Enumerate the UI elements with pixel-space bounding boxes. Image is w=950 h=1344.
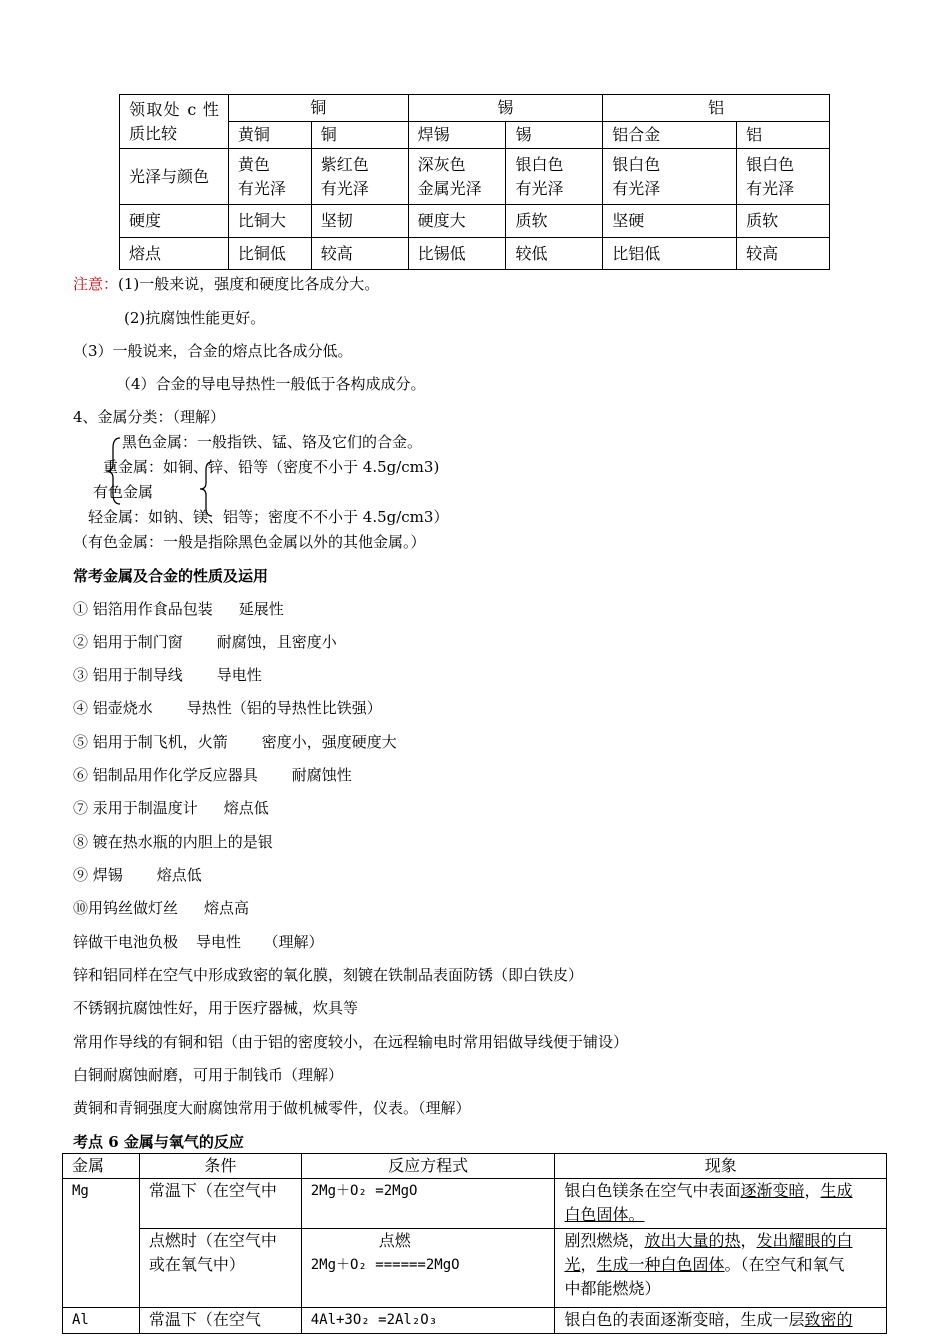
table-row <box>120 205 830 238</box>
table-row <box>120 238 830 270</box>
sub-header: 铜 <box>311 122 408 149</box>
applications-heading: 常考金属及合金的性质及运用 <box>73 567 269 585</box>
application-line: 黄铜和青铜强度大耐腐蚀常用于做机械零件，仪表。（理解） <box>73 1099 471 1117</box>
condition-cell: 常温下（在空气 <box>139 1308 301 1334</box>
table-cell: 比锡低 <box>408 238 506 270</box>
sub-header: 黄铜 <box>228 122 311 149</box>
table-row <box>63 1179 887 1229</box>
heavy-metal-line: 重金属：如铜、锌、铅等（密度不小于 4.5g/cm3) <box>103 458 440 476</box>
application-item: ④ 铝壶烧水 导热性（铝的导热性比铁强） <box>73 699 382 717</box>
application-line: 白铜耐腐蚀耐磨，可用于制钱币（理解） <box>73 1066 344 1084</box>
table-row <box>120 149 830 205</box>
row-label: 熔点 <box>120 238 229 270</box>
table-cell: 硬度大 <box>408 205 506 238</box>
application-line: 常用作导线的有铜和铝（由于铝的密度较小，在远程输电时常用铝做导线便于铺设） <box>73 1033 629 1051</box>
equation-cell: 2Mg＋O₂ =2MgO <box>301 1179 555 1229</box>
black-metal-line: 黑色金属：一般指铁、锰、铬及它们的合金。 <box>122 433 423 451</box>
condition-cell: 常温下（在空气中 <box>139 1179 301 1229</box>
header-metal: 金属 <box>63 1154 140 1179</box>
right-brace-icon <box>196 460 216 518</box>
table-row <box>63 1229 887 1308</box>
phenomenon-cell: 剧烈燃烧，放出大量的热，发出耀眼的白 光，生成一种白色固体。（在空气和氧气 中都能燃烧） <box>555 1229 887 1308</box>
classification-heading: 4、金属分类：（理解） <box>73 408 226 426</box>
application-item: ⑩用钨丝做灯丝 熔点高 <box>73 899 250 917</box>
note-line-1: 注意：(1)一般来说，强度和硬度比各成分大。 <box>73 275 380 293</box>
note-line-3: （3）一般说来，合金的熔点比各成分低。 <box>73 342 353 360</box>
table-cell: 较高 <box>311 238 408 270</box>
note-label: 注意： <box>73 275 119 293</box>
table-cell: 紫红色 有光泽 <box>311 149 408 205</box>
equation-cell: 4Al+3O₂ =2Al₂O₃ <box>301 1308 555 1334</box>
application-line: 不锈钢抗腐蚀性好，用于医疗器械，炊具等 <box>73 999 359 1017</box>
table-cell: 黄色 有光泽 <box>228 149 311 205</box>
table-cell: 坚硬 <box>603 205 737 238</box>
corner-line-1: 领取处 c 性 <box>129 99 219 119</box>
sub-header: 焊锡 <box>408 122 506 149</box>
condition-cell: 点燃时（在空气中 或在氧气中） <box>139 1229 301 1308</box>
metal-cell: Al <box>63 1308 140 1334</box>
note-line-2: (2)抗腐蚀性能更好。 <box>124 309 266 327</box>
application-item: ① 铝箔用作食品包装 延展性 <box>73 600 284 618</box>
application-item: ⑧ 镀在热水瓶的内胆上的是银 <box>73 833 273 851</box>
metal-cell: Mg <box>63 1179 140 1308</box>
application-line: 锌和铝同样在空气中形成致密的氧化膜，刻镀在铁制品表面防锈（即白铁皮） <box>73 966 584 984</box>
group-header-tin: 锡 <box>408 95 603 122</box>
sub-header: 锡 <box>506 122 603 149</box>
application-item: ② 铝用于制门窗 耐腐蚀，且密度小 <box>73 633 337 651</box>
group-header-aluminum: 铝 <box>603 95 830 122</box>
table-cell: 银白色 有光泽 <box>506 149 603 205</box>
table-cell: 较低 <box>506 238 603 270</box>
header-condition: 条件 <box>139 1154 301 1179</box>
table-cell: 质软 <box>506 205 603 238</box>
corner-line-2: 质比较 <box>129 123 178 143</box>
table-corner-cell <box>120 95 229 149</box>
application-item: ⑥ 铝制品用作化学反应器具 耐腐蚀性 <box>73 766 352 784</box>
sub-header: 铝合金 <box>603 122 737 149</box>
table-cell: 比铝低 <box>603 238 737 270</box>
nonferrous-label: 有色金属 <box>93 483 154 501</box>
classification-note: （有色金属：一般是指除黑色金属以外的其他金属。） <box>73 533 426 551</box>
light-metal-line: 轻金属：如钠、镁、铝等；密度不不小于 4.5g/cm3） <box>88 508 449 526</box>
sub-header: 铝 <box>737 122 830 149</box>
table-cell: 质软 <box>737 205 830 238</box>
application-item: ⑨ 焊锡 熔点低 <box>73 866 202 884</box>
phenomenon-cell: 银白色的表面逐渐变暗，生成一层致密的 <box>555 1308 887 1334</box>
oxygen-reaction-table <box>62 1153 887 1334</box>
table-cell: 坚韧 <box>311 205 408 238</box>
row-label: 光泽与颜色 <box>120 149 229 205</box>
phenomenon-cell: 银白色镁条在空气中表面逐渐变暗，生成 白色固体。 <box>555 1179 887 1229</box>
alloy-comparison-table <box>119 94 830 270</box>
group-header-copper: 铜 <box>228 95 408 122</box>
header-phenomenon: 现象 <box>555 1154 887 1179</box>
table-cell: 银白色 有光泽 <box>603 149 737 205</box>
left-brace-icon <box>100 436 124 506</box>
table-cell: 比铜低 <box>228 238 311 270</box>
note-line-4: （4）合金的导电导热性一般低于各构成成分。 <box>116 375 426 393</box>
kaodian6-heading: 考点 6 金属与氧气的反应 <box>73 1133 244 1151</box>
header-equation: 反应方程式 <box>301 1154 555 1179</box>
application-item: 锌做干电池负极 导电性 （理解） <box>73 933 324 951</box>
table-cell: 银白色 有光泽 <box>737 149 830 205</box>
table-row <box>63 1308 887 1334</box>
application-item: ③ 铝用于制导线 导电性 <box>73 666 262 684</box>
table-cell: 比铜大 <box>228 205 311 238</box>
table-cell: 深灰色 金属光泽 <box>408 149 506 205</box>
row-label: 硬度 <box>120 205 229 238</box>
application-item: ⑤ 铝用于制飞机，火箭 密度小，强度硬度大 <box>73 733 397 751</box>
application-item: ⑦ 汞用于制温度计 熔点低 <box>73 799 269 817</box>
table-cell: 较高 <box>737 238 830 270</box>
equation-cell: 点燃 2Mg＋O₂ ======2MgO <box>301 1229 555 1308</box>
